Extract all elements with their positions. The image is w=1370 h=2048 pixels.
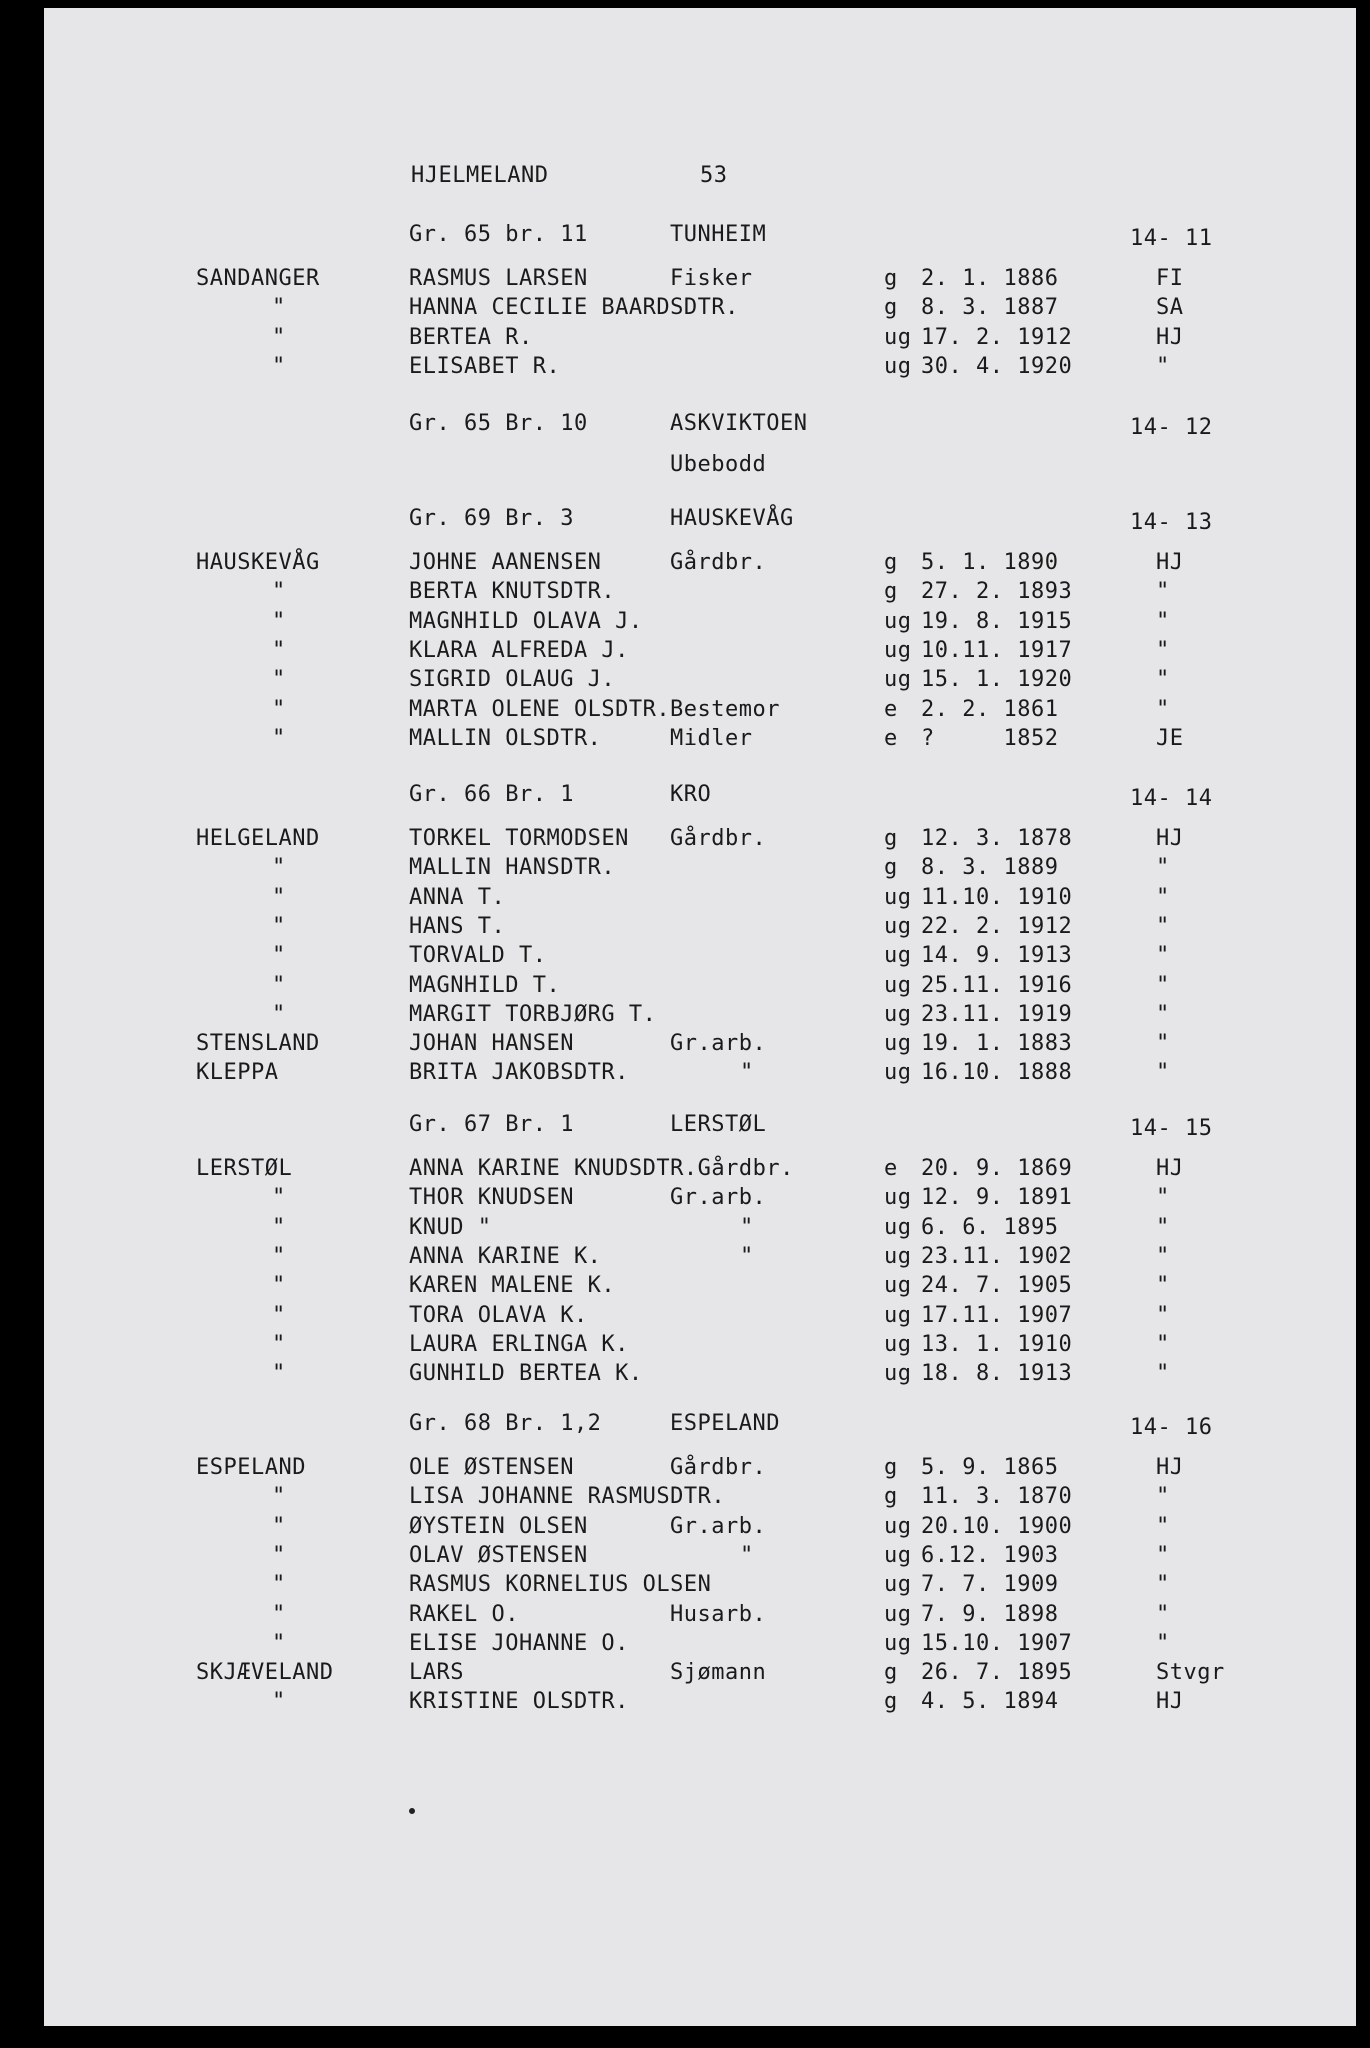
row-birthplace-code: " [1156,1273,1170,1299]
row-birthplace-code: HJ [1156,826,1184,851]
row-origin: ESPELAND [196,1455,306,1480]
row-origin: " [272,884,286,910]
row-marital-status: ug [884,943,912,969]
row-marital-status: ug [884,324,912,350]
row-birth-date: 13. 1. 1910 [921,1331,1073,1357]
row-origin: " [272,1484,286,1510]
row-origin: SANDANGER [196,266,320,291]
row-birthplace-code: SA [1156,295,1184,321]
row-birth-date: 27. 2. 1893 [921,579,1073,605]
row-birthplace-code: " [1156,696,1170,722]
row-birth-date: 2. 1. 1886 [921,266,1059,291]
row-marital-status: g [884,1689,898,1715]
row-birthplace-code: " [1156,1630,1170,1656]
row-marital-status: ug [884,1185,912,1211]
section-code: 14- 15 [1130,1116,1213,1141]
row-occupation: Gr.arb. [670,1185,767,1211]
row-person: MARGIT TORBJØRG T. [409,1001,657,1027]
row-person: BERTA KNUTSDTR. [409,579,616,605]
row-birth-date: 26. 7. 1895 [921,1660,1073,1686]
row-origin: " [272,1572,286,1598]
row-birthplace-code: " [1156,855,1170,881]
row-person: HANS T. [409,913,506,939]
row-origin: " [272,579,286,605]
row-occupation: Husarb. [670,1601,767,1627]
row-person: BRITA JAKOBSDTR. [409,1060,629,1086]
row-marital-status: ug [884,1331,912,1357]
row-occupation: Midler [670,725,753,751]
row-birthplace-code: HJ [1156,550,1184,575]
row-occupation: Sjømann [670,1660,767,1686]
row-origin: " [272,696,286,722]
row-birthplace-code: " [1156,1185,1170,1211]
row-person: RAKEL O. [409,1601,519,1627]
row-origin: " [272,1601,286,1627]
row-occupation: Gr.arb. [670,1031,767,1057]
row-person: TORVALD T. [409,943,547,969]
row-birth-date: 23.11. 1919 [921,1001,1073,1027]
section-farm-name: TUNHEIM [670,222,767,247]
row-marital-status: ug [884,353,912,379]
section-farm-name: KRO [670,782,712,807]
row-birth-date: 8. 3. 1889 [921,855,1059,881]
section-farm-name: HAUSKEVÅG [670,506,794,531]
row-birthplace-code: " [1156,1484,1170,1510]
row-birthplace-code: HJ [1156,324,1184,350]
row-birth-date: 7. 9. 1898 [921,1601,1059,1627]
row-origin: " [272,855,286,881]
row-birth-date: 5. 9. 1865 [921,1455,1059,1480]
row-occupation: Gårdbr. [670,826,767,851]
row-origin: " [272,1001,286,1027]
row-person: LARS [409,1660,464,1686]
row-origin: " [272,353,286,379]
document-page [44,8,1356,2026]
row-marital-status: ug [884,884,912,910]
row-birthplace-code: " [1156,1214,1170,1240]
row-marital-status: ug [884,1031,912,1057]
row-origin: SKJÆVELAND [196,1660,334,1686]
row-birth-date: 23.11. 1902 [921,1243,1073,1269]
row-person: BERTEA R. [409,324,533,350]
row-person: MAGNHILD OLAVA J. [409,608,643,634]
row-marital-status: ug [884,1630,912,1656]
row-person: MAGNHILD T. [409,972,561,998]
row-person: THOR KNUDSEN [409,1185,574,1211]
row-marital-status: g [884,826,898,851]
row-occupation: Fisker [670,266,753,291]
row-marital-status: ug [884,608,912,634]
row-birthplace-code: " [1156,1513,1170,1539]
row-origin: STENSLAND [196,1031,320,1057]
row-marital-status: ug [884,972,912,998]
row-marital-status: g [884,295,898,321]
row-marital-status: ug [884,667,912,693]
row-origin: " [272,1542,286,1568]
section-farm-name: LERSTØL [670,1112,767,1137]
section-gr-br: Gr. 67 Br. 1 [409,1112,574,1137]
row-origin: KLEPPA [196,1060,279,1086]
section-code: 14- 13 [1130,510,1213,535]
header-place: HJELMELAND [411,163,549,188]
row-marital-status: ug [884,1513,912,1539]
row-origin: " [272,324,286,350]
row-birthplace-code: " [1156,1302,1170,1328]
row-person: KRISTINE OLSDTR. [409,1689,629,1715]
row-marital-status: e [884,696,898,722]
row-person: ANNA KARINE KNUDSDTR.Gårdbr. [409,1156,794,1181]
row-occupation: Gr.arb. [670,1513,767,1539]
row-person: OLAV ØSTENSEN [409,1542,588,1568]
row-person: RASMUS LARSEN [409,266,588,291]
row-birthplace-code: " [1156,608,1170,634]
row-origin: LERSTØL [196,1156,293,1181]
row-birth-date: 15. 1. 1920 [921,667,1073,693]
section-gr-br: Gr. 66 Br. 1 [409,782,574,807]
row-marital-status: g [884,550,898,575]
row-birth-date: 20. 9. 1869 [921,1156,1073,1181]
row-birthplace-code: HJ [1156,1156,1184,1181]
row-marital-status: ug [884,637,912,663]
row-marital-status: ug [884,913,912,939]
section-farm-name: ASKVIKTOEN [670,411,808,436]
row-birthplace-code: " [1156,1572,1170,1598]
header-page-number: 53 [700,163,728,188]
row-origin: " [272,1331,286,1357]
row-birthplace-code: HJ [1156,1455,1184,1480]
section-code: 14- 16 [1130,1415,1213,1440]
row-birth-date: 17.11. 1907 [921,1302,1073,1328]
row-person: LAURA ERLINGA K. [409,1331,629,1357]
row-birthplace-code: " [1156,1001,1170,1027]
row-origin: " [272,1273,286,1299]
row-marital-status: ug [884,1001,912,1027]
row-birth-date: 4. 5. 1894 [921,1689,1059,1715]
section-gr-br: Gr. 65 br. 11 [409,222,588,247]
row-birth-date: 19. 1. 1883 [921,1031,1073,1057]
row-origin: " [272,1185,286,1211]
row-origin: " [272,667,286,693]
row-marital-status: ug [884,1060,912,1086]
row-birthplace-code: " [1156,1060,1170,1086]
row-birth-date: 14. 9. 1913 [921,943,1073,969]
row-marital-status: g [884,579,898,605]
row-person: LISA JOHANNE RASMUSDTR. [409,1484,726,1510]
row-origin: HAUSKEVÅG [196,550,320,575]
row-birthplace-code: " [1156,353,1170,379]
row-birthplace-code: FI [1156,266,1184,291]
row-person: MALLIN HANSDTR. [409,855,616,881]
row-person: KLARA ALFREDA J. [409,637,629,663]
row-person: ELISE JOHANNE O. [409,1630,629,1656]
row-birth-date: 8. 3. 1887 [921,295,1059,321]
row-birthplace-code: " [1156,884,1170,910]
census-listing [44,8,1356,2026]
row-origin: HELGELAND [196,826,320,851]
row-origin: " [272,1361,286,1387]
row-birthplace-code: " [1156,1331,1170,1357]
row-person: OLE ØSTENSEN [409,1455,574,1480]
row-occupation: " [740,1214,754,1240]
row-origin: " [272,1513,286,1539]
row-person: KNUD " [409,1214,492,1240]
section-gr-br: Gr. 65 Br. 10 [409,411,588,436]
row-birth-date: 10.11. 1917 [921,637,1073,663]
section-gr-br: Gr. 69 Br. 3 [409,506,574,531]
row-marital-status: ug [884,1302,912,1328]
row-origin: " [272,1214,286,1240]
row-birth-date: 12. 9. 1891 [921,1185,1073,1211]
row-marital-status: g [884,1484,898,1510]
row-origin: " [272,913,286,939]
row-marital-status: e [884,1156,898,1181]
row-marital-status: g [884,1660,898,1686]
row-birth-date: 30. 4. 1920 [921,353,1073,379]
row-birthplace-code: " [1156,667,1170,693]
row-origin: " [272,972,286,998]
row-person: ANNA KARINE K. [409,1243,602,1269]
row-occupation: Bestemor [670,696,780,722]
row-birth-date: 15.10. 1907 [921,1630,1073,1656]
row-person: JOHAN HANSEN [409,1031,574,1057]
row-birthplace-code: " [1156,1031,1170,1057]
section-farm-name: ESPELAND [670,1411,780,1436]
row-marital-status: ug [884,1273,912,1299]
row-birth-date: 7. 7. 1909 [921,1572,1059,1598]
row-person: TORA OLAVA K. [409,1302,588,1328]
row-marital-status: ug [884,1601,912,1627]
section-code: 14- 12 [1130,415,1213,440]
row-birth-date: 11. 3. 1870 [921,1484,1073,1510]
row-marital-status: ug [884,1572,912,1598]
row-occupation: " [740,1060,754,1086]
row-birthplace-code: " [1156,1243,1170,1269]
row-origin: " [272,1689,286,1715]
section-code: 14- 11 [1130,226,1213,251]
section-gr-br: Gr. 68 Br. 1,2 [409,1411,602,1436]
row-marital-status: ug [884,1542,912,1568]
row-birthplace-code: " [1156,1601,1170,1627]
row-birth-date: 11.10. 1910 [921,884,1073,910]
row-person: MALLIN OLSDTR. [409,725,602,751]
row-marital-status: g [884,1455,898,1480]
row-birth-date: 18. 8. 1913 [921,1361,1073,1387]
row-birth-date: 25.11. 1916 [921,972,1073,998]
row-person: RASMUS KORNELIUS OLSEN [409,1572,712,1598]
row-origin: " [272,295,286,321]
row-occupation: Gårdbr. [670,550,767,575]
row-birth-date: 5. 1. 1890 [921,550,1059,575]
row-birth-date: 6. 6. 1895 [921,1214,1059,1240]
row-person: KAREN MALENE K. [409,1273,616,1299]
row-person: MARTA OLENE OLSDTR. [409,696,671,722]
row-origin: " [272,608,286,634]
row-occupation: " [740,1542,754,1568]
row-birthplace-code: JE [1156,725,1184,751]
row-marital-status: ug [884,1243,912,1269]
row-birth-date: 16.10. 1888 [921,1060,1073,1086]
row-person: ELISABET R. [409,353,561,379]
row-birth-date: 19. 8. 1915 [921,608,1073,634]
row-birthplace-code: " [1156,1542,1170,1568]
section-code: 14- 14 [1130,786,1213,811]
row-person: GUNHILD BERTEA K. [409,1361,643,1387]
row-origin: " [272,637,286,663]
row-birth-date: 2. 2. 1861 [921,696,1059,722]
row-birth-date: ? 1852 [921,725,1059,751]
row-marital-status: ug [884,1361,912,1387]
row-birthplace-code: " [1156,1361,1170,1387]
row-person: ØYSTEIN OLSEN [409,1513,588,1539]
row-birth-date: 12. 3. 1878 [921,826,1073,851]
row-origin: " [272,1302,286,1328]
row-birth-date: 22. 2. 1912 [921,913,1073,939]
row-birthplace-code: " [1156,972,1170,998]
row-marital-status: g [884,855,898,881]
row-origin: " [272,1630,286,1656]
row-birthplace-code: " [1156,637,1170,663]
section-note: Ubebodd [670,452,767,477]
row-origin: " [272,943,286,969]
row-birth-date: 20.10. 1900 [921,1513,1073,1539]
row-person: SIGRID OLAUG J. [409,667,616,693]
row-occupation: " [740,1243,754,1269]
row-marital-status: e [884,725,898,751]
row-birth-date: 24. 7. 1905 [921,1273,1073,1299]
row-marital-status: ug [884,1214,912,1240]
row-birthplace-code: Stvgr [1156,1660,1225,1686]
row-origin: " [272,725,286,751]
row-birthplace-code: " [1156,579,1170,605]
row-person: JOHNE AANENSEN [409,550,602,575]
row-birthplace-code: " [1156,943,1170,969]
row-birthplace-code: HJ [1156,1689,1184,1715]
row-occupation: Gårdbr. [670,1455,767,1480]
row-birthplace-code: " [1156,913,1170,939]
row-person: ANNA T. [409,884,506,910]
row-person: HANNA CECILIE BAARDSDTR. [409,295,739,321]
row-birth-date: 17. 2. 1912 [921,324,1073,350]
row-birth-date: 6.12. 1903 [921,1542,1059,1568]
row-person: TORKEL TORMODSEN [409,826,629,851]
row-marital-status: g [884,266,898,291]
row-origin: " [272,1243,286,1269]
